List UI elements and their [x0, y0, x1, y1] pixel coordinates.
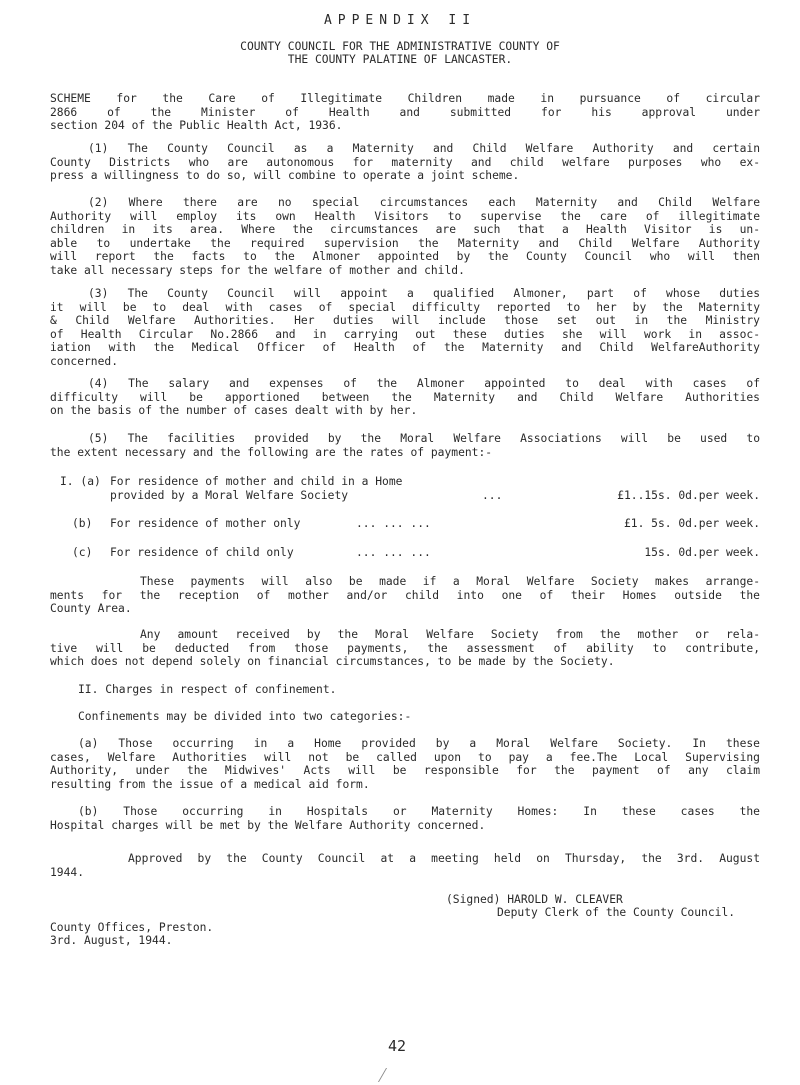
paragraph-line: These payments will also be made if a Moral Welfare Society makes arrange-: [140, 575, 760, 588]
rate-item-b: [60, 517, 760, 531]
paragraph-line: Authority will employ its own Health Visitors to supervise the care of illegitimate: [50, 209, 760, 223]
signature-name: (Signed) HAROLD W. CLEAVER: [446, 893, 623, 906]
rate-description: For residence of mother and child in a Home: [110, 475, 403, 488]
paragraph-line: the extent necessary and the following are the rates of payment:-: [50, 445, 493, 459]
paragraph-line: (1) The County Council as a Maternity and Child Welfare Authority and certain: [88, 142, 760, 155]
scheme-line: section 204 of the Public Health Act, 1936.: [50, 119, 343, 133]
paragraph-line: of Health Circular No.2866 and in carrying out these duties she will work in assoc-: [50, 327, 760, 341]
paragraph-4: [50, 377, 760, 418]
paragraph-line: it will be to deal with cases of special difficulty reported to her by the Maternity: [50, 300, 760, 314]
paragraph-line: & Child Welfare Authorities. Her duties will include those set out in the Ministry: [50, 314, 760, 328]
paragraph-line: concerned.: [50, 354, 119, 368]
rate-amount: 15s. 0d.per week.: [644, 546, 760, 559]
paragraph-line: tive will be deducted from those payments, the assessment of ability to contribute,: [50, 641, 760, 655]
rate-amount: £1. 5s. 0d.per week.: [623, 517, 760, 530]
pen-mark: [378, 1068, 393, 1082]
rate-leader-dots: ... ... ...: [356, 517, 431, 530]
paragraph-line: which does not depend solely on financial circumstances, to be made by the Society.: [50, 655, 615, 669]
paragraph-2: [50, 196, 760, 278]
paragraph-3: [50, 287, 760, 369]
section-2-intro: Confinements may be divided into two categories:-: [78, 710, 412, 723]
paragraph-line: on the basis of the number of cases dealt with by her.: [50, 404, 418, 418]
approval-statement: [50, 852, 760, 879]
section-2-a: [50, 737, 760, 791]
paragraph-line: children in its area. Where the circumstances are such that a Health Visitor is un-: [50, 223, 760, 237]
signature-title: Deputy Clerk of the County Council.: [497, 906, 736, 919]
paragraph-line: resulting from the issue of a medical aid form.: [50, 777, 370, 791]
scheme-line: SCHEME for the Care of Illegitimate Children made in pursuance of circular: [50, 92, 760, 105]
paragraph-line: (3) The County Council will appoint a qualified Almoner, part of whose duties: [88, 287, 760, 300]
paragraph-line: 1944.: [50, 865, 85, 879]
paragraph-line: (a) Those occurring in a Home provided by a Moral Welfare Society. In these: [78, 737, 760, 750]
rate-item-c: [60, 546, 760, 560]
paragraph-line: will report the facts to the Almoner appointed by the County Council who will then: [50, 250, 760, 264]
rate-leader-dots: ...: [482, 489, 503, 502]
paragraph-line: iation with the Medical Officer of Health of the Maternity and Child WelfareAuthority: [50, 341, 760, 355]
paragraph-line: difficulty will be apportioned between the Maternity and Child Welfare Authorities: [50, 390, 760, 404]
rate-item-a: [60, 475, 760, 503]
paragraph-line: cases, Welfare Authorities will not be called upon to pay a fee.The Local Supervising: [50, 750, 760, 764]
paragraph-line: (4) The salary and expenses of the Almoner appointed to deal with cases of: [88, 377, 760, 390]
appendix-heading: APPENDIX II: [323, 13, 477, 28]
section-2-heading: II. Charges in respect of confinement.: [78, 683, 337, 696]
document-date: 3rd. August, 1944.: [50, 934, 173, 947]
paragraph-line: take all necessary steps for the welfare of mother and child.: [50, 263, 465, 277]
paragraph-line: (5) The facilities provided by the Moral Welfare Associations will be used to: [88, 432, 760, 445]
paragraph-line: ments for the reception of mother and/or child into one of their Homes outside the: [50, 588, 760, 602]
rate-label: I. (a): [60, 475, 101, 488]
office-address: County Offices, Preston.: [50, 921, 214, 934]
paragraph-line: County Districts who are autonomous for maternity and child welfare purposes who ex-: [50, 155, 760, 169]
paragraph-line: County Area.: [50, 602, 132, 616]
paragraph-line: Authority, under the Midwives' Acts will be responsible for the payment of any claim: [50, 764, 760, 778]
paragraph-line: press a willingness to do so, will combine to operate a joint scheme.: [50, 169, 520, 183]
paragraph-line: (2) Where there are no special circumstances each Maternity and Child Welfare: [88, 196, 760, 209]
section-2-b: [50, 805, 760, 832]
rate-amount: £1..15s. 0d.per week.: [617, 489, 760, 502]
page-number: 42: [388, 1037, 407, 1055]
council-title-line-2: THE COUNTY PALATINE OF LANCASTER.: [287, 53, 513, 66]
scheme-line: 2866 of the Minister of Health and submitted for his approval under: [50, 105, 760, 119]
rate-description: For residence of mother only: [110, 517, 301, 530]
paragraph-line: Hospital charges will be met by the Welfare Authority concerned.: [50, 818, 486, 832]
paragraph-line: (b) Those occurring in Hospitals or Maternity Homes: In these cases the: [78, 805, 760, 818]
rate-leader-dots: ... ... ...: [356, 546, 431, 559]
payments-note: [50, 575, 760, 616]
scheme-paragraph: [50, 92, 760, 133]
rate-label: (c): [72, 546, 93, 559]
paragraph-line: able to undertake the required supervision the Maternity and Child Welfare Authority: [50, 236, 760, 250]
paragraph-5: [50, 432, 760, 459]
paragraph-line: Any amount received by the Moral Welfare Society from the mother or rela-: [140, 628, 760, 641]
rate-label: (b): [72, 517, 93, 530]
rate-description: provided by a Moral Welfare Society: [110, 489, 349, 502]
rate-description: For residence of child only: [110, 546, 294, 559]
paragraph-1: [50, 142, 760, 183]
council-title-line-1: COUNTY COUNCIL FOR THE ADMINISTRATIVE COUNTY OF: [240, 40, 560, 53]
deduction-note: [50, 628, 760, 669]
paragraph-line: Approved by the County Council at a meeting held on Thursday, the 3rd. August: [128, 852, 760, 865]
